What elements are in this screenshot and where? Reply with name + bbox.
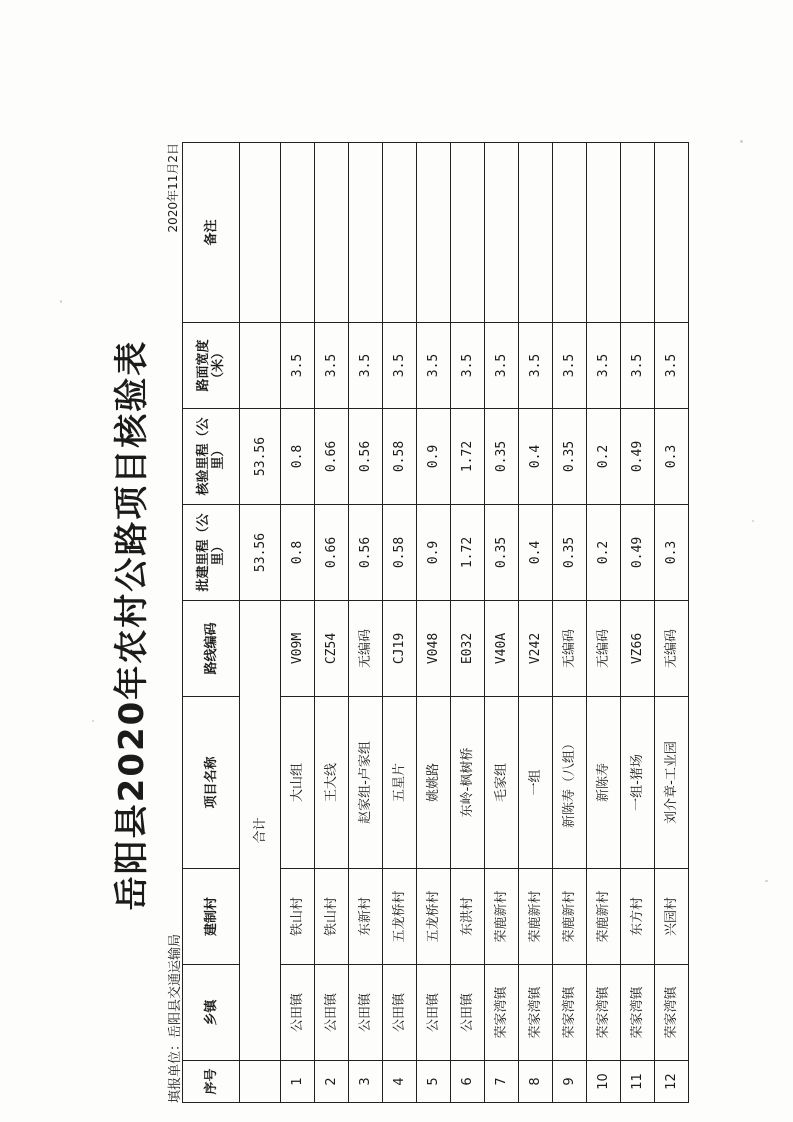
town-cell: 荣家湾镇	[655, 965, 689, 1061]
village-cell: 荣鹿新村	[519, 869, 553, 965]
verified-km-cell: 0.9	[417, 409, 451, 505]
project-name-cell: 刘介章-工业园	[655, 697, 689, 869]
approved-km-cell: 0.58	[383, 505, 417, 601]
road-width-cell: 3.5	[281, 323, 315, 409]
approved-km-cell: 0.4	[519, 505, 553, 601]
note-cell	[655, 143, 689, 323]
note-cell	[417, 143, 451, 323]
village-cell: 荣鹿新村	[485, 869, 519, 965]
project-name-cell: 新陈寿（八组）	[553, 697, 587, 869]
table-row	[315, 143, 349, 1103]
project-name-cell: 王大线	[315, 697, 349, 869]
total-row	[240, 143, 281, 1103]
verified-km-cell: 0.58	[383, 409, 417, 505]
total-approved-km: 53.56	[240, 505, 281, 601]
verified-km-cell: 0.35	[485, 409, 519, 505]
route-code-cell: 无编码	[587, 601, 621, 697]
town-cell: 荣家湾镇	[621, 965, 655, 1061]
report-date: 2020年11月2日	[166, 143, 180, 233]
village-cell: 兴园村	[655, 869, 689, 965]
note-cell	[451, 143, 485, 323]
approved-km-cell: 0.35	[553, 505, 587, 601]
project-name-cell: 五星片	[383, 697, 417, 869]
note-cell	[621, 143, 655, 323]
village-cell: 荣鹿新村	[553, 869, 587, 965]
column-header: 备注	[183, 143, 240, 323]
town-cell: 公田镇	[281, 965, 315, 1061]
approved-km-cell: 0.49	[621, 505, 655, 601]
note-cell	[587, 143, 621, 323]
town-cell: 公田镇	[315, 965, 349, 1061]
village-cell: 东新村	[349, 869, 383, 965]
verified-km-cell: 0.56	[349, 409, 383, 505]
row-number: 12	[655, 1061, 689, 1103]
town-cell: 公田镇	[383, 965, 417, 1061]
village-cell: 东方村	[621, 869, 655, 965]
note-cell	[383, 143, 417, 323]
village-cell: 东洪村	[451, 869, 485, 965]
route-code-cell: 无编码	[553, 601, 587, 697]
project-name-cell: 毛家组	[485, 697, 519, 869]
approved-km-cell: 0.8	[281, 505, 315, 601]
road-width-cell: 3.5	[451, 323, 485, 409]
row-number: 11	[621, 1061, 655, 1103]
approved-km-cell: 1.72	[451, 505, 485, 601]
table-header-row	[183, 143, 240, 1103]
project-name-cell: 姚姚路	[417, 697, 451, 869]
row-number: 7	[485, 1061, 519, 1103]
row-number: 2	[315, 1061, 349, 1103]
project-name-cell: 新陈寿	[587, 697, 621, 869]
route-code-cell: CJ19	[383, 601, 417, 697]
route-code-cell: V242	[519, 601, 553, 697]
reporting-unit: 填报单位：岳阳县交通运输局	[168, 933, 183, 1103]
verified-km-cell: 0.49	[621, 409, 655, 505]
route-code-cell: VZ66	[621, 601, 655, 697]
row-number: 8	[519, 1061, 553, 1103]
row-number: 10	[587, 1061, 621, 1103]
note-cell	[553, 143, 587, 323]
village-cell: 五龙桥村	[417, 869, 451, 965]
village-cell: 铁山村	[315, 869, 349, 965]
route-code-cell: V40A	[485, 601, 519, 697]
total-label: 合计	[240, 601, 281, 1061]
note-cell	[281, 143, 315, 323]
road-width-cell: 3.5	[655, 323, 689, 409]
town-cell: 公田镇	[349, 965, 383, 1061]
town-cell: 公田镇	[417, 965, 451, 1061]
project-name-cell: 东岭-枫树桥	[451, 697, 485, 869]
column-header: 路线编码	[183, 601, 240, 697]
project-name-cell: 大山组	[281, 697, 315, 869]
route-code-cell: 无编码	[349, 601, 383, 697]
table-row	[553, 143, 587, 1103]
road-width-cell: 3.5	[349, 323, 383, 409]
village-cell: 五龙桥村	[383, 869, 417, 965]
verification-sheet	[86, 125, 706, 1122]
approved-km-cell: 0.9	[417, 505, 451, 601]
table-row	[349, 143, 383, 1103]
table-row	[417, 143, 451, 1103]
road-width-cell: 3.5	[519, 323, 553, 409]
route-code-cell: V09M	[281, 601, 315, 697]
verified-km-cell: 0.8	[281, 409, 315, 505]
table-row	[485, 143, 519, 1103]
verified-km-cell: 1.72	[451, 409, 485, 505]
column-header: 路面宽度（米）	[183, 323, 240, 409]
project-name-cell: 一组-猪场	[621, 697, 655, 869]
road-width-cell: 3.5	[383, 323, 417, 409]
row-number: 6	[451, 1061, 485, 1103]
note-cell	[519, 143, 553, 323]
approved-km-cell: 0.3	[655, 505, 689, 601]
route-code-cell: 无编码	[655, 601, 689, 697]
route-code-cell: V048	[417, 601, 451, 697]
note-cell	[349, 143, 383, 323]
route-code-cell: E032	[451, 601, 485, 697]
note-cell	[485, 143, 519, 323]
project-table	[182, 142, 689, 1103]
table-row	[621, 143, 655, 1103]
row-number: 5	[417, 1061, 451, 1103]
approved-km-cell: 0.35	[485, 505, 519, 601]
table-row	[281, 143, 315, 1103]
column-header: 序号	[183, 1061, 240, 1103]
row-number: 9	[553, 1061, 587, 1103]
verified-km-cell: 0.3	[655, 409, 689, 505]
town-cell: 荣家湾镇	[587, 965, 621, 1061]
project-name-cell: 赵家组-卢家组	[349, 697, 383, 869]
verified-km-cell: 0.66	[315, 409, 349, 505]
column-header: 乡镇	[183, 965, 240, 1061]
road-width-cell: 3.5	[315, 323, 349, 409]
town-cell: 荣家湾镇	[553, 965, 587, 1061]
road-width-cell: 3.5	[553, 323, 587, 409]
row-number: 4	[383, 1061, 417, 1103]
route-code-cell: CZ54	[315, 601, 349, 697]
village-cell: 铁山村	[281, 869, 315, 965]
approved-km-cell: 0.2	[587, 505, 621, 601]
total-width-empty	[240, 323, 281, 409]
table-row	[383, 143, 417, 1103]
town-cell: 荣家湾镇	[485, 965, 519, 1061]
document-title: 岳阳县2020年农村公路项目核验表	[112, 339, 152, 911]
village-cell: 荣鹿新村	[587, 869, 621, 965]
verified-km-cell: 0.35	[553, 409, 587, 505]
total-note-empty	[240, 143, 281, 323]
column-header: 核验里程（公里）	[183, 409, 240, 505]
table-row	[587, 143, 621, 1103]
table-row	[655, 143, 689, 1103]
town-cell: 公田镇	[451, 965, 485, 1061]
project-name-cell: 一组	[519, 697, 553, 869]
column-header: 建制村	[183, 869, 240, 965]
approved-km-cell: 0.66	[315, 505, 349, 601]
column-header: 项目名称	[183, 697, 240, 869]
table-row	[451, 143, 485, 1103]
road-width-cell: 3.5	[485, 323, 519, 409]
road-width-cell: 3.5	[621, 323, 655, 409]
town-cell: 荣家湾镇	[519, 965, 553, 1061]
approved-km-cell: 0.56	[349, 505, 383, 601]
total-verified-km: 53.56	[240, 409, 281, 505]
note-cell	[315, 143, 349, 323]
table-row	[519, 143, 553, 1103]
road-width-cell: 3.5	[417, 323, 451, 409]
verified-km-cell: 0.2	[587, 409, 621, 505]
row-number: 3	[349, 1061, 383, 1103]
total-cell-empty	[240, 1061, 281, 1103]
road-width-cell: 3.5	[587, 323, 621, 409]
row-number: 1	[281, 1061, 315, 1103]
verified-km-cell: 0.4	[519, 409, 553, 505]
column-header: 批建里程（公里）	[183, 505, 240, 601]
